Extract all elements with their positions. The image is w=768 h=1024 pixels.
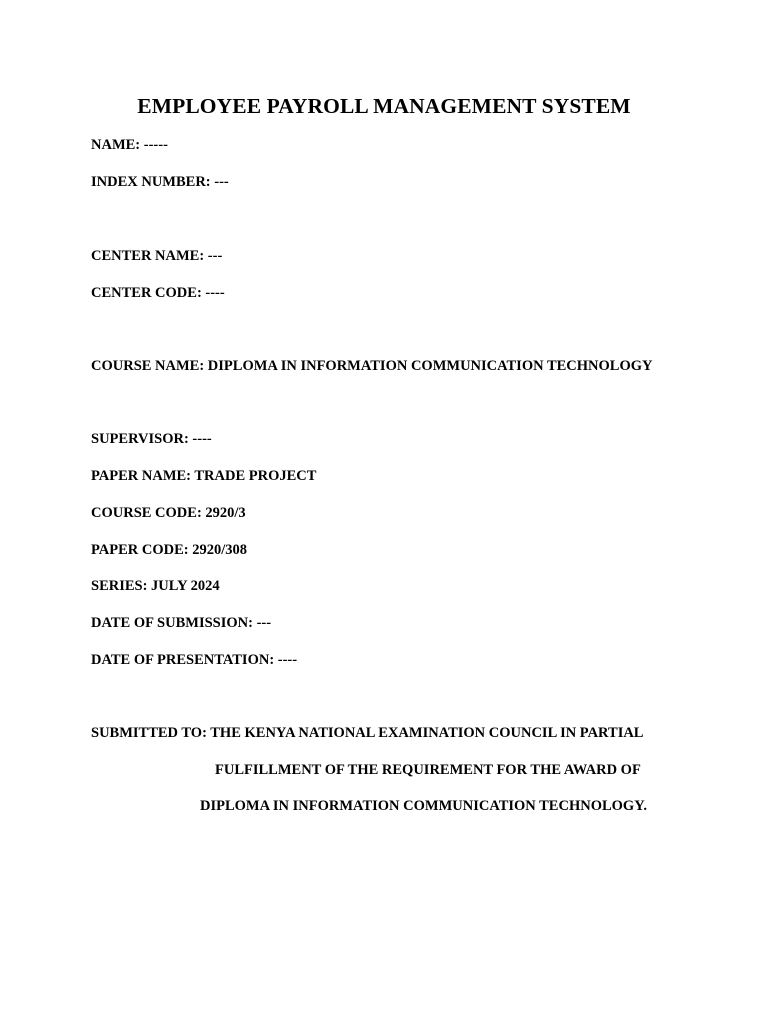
center-code-line: CENTER CODE: ---- (91, 285, 225, 301)
name-line: NAME: ----- (91, 137, 168, 153)
course-code-line: COURSE CODE: 2920/3 (91, 505, 246, 521)
index-number-line: INDEX NUMBER: --- (91, 174, 229, 190)
center-name-line: CENTER NAME: --- (91, 248, 223, 264)
document-title: EMPLOYEE PAYROLL MANAGEMENT SYSTEM (137, 94, 631, 118)
supervisor-line: SUPERVISOR: ---- (91, 431, 212, 447)
course-name-line: COURSE NAME: DIPLOMA IN INFORMATION COMMUNICATION TECHNOLOGY (91, 358, 653, 374)
submitted-to-line: SUBMITTED TO: THE KENYA NATIONAL EXAMINATION COUNCIL IN PARTIAL (91, 725, 644, 741)
series-line: SERIES: JULY 2024 (91, 578, 220, 594)
paper-name-line: PAPER NAME: TRADE PROJECT (91, 468, 317, 484)
fulfillment-line: FULFILLMENT OF THE REQUIREMENT FOR THE AWARD OF (215, 762, 641, 778)
date-of-submission-line: DATE OF SUBMISSION: --- (91, 615, 272, 631)
date-of-presentation-line: DATE OF PRESENTATION: ---- (91, 652, 298, 668)
paper-code-line: PAPER CODE: 2920/308 (91, 542, 248, 558)
diploma-award-line: DIPLOMA IN INFORMATION COMMUNICATION TECHNOLOGY. (200, 798, 647, 814)
